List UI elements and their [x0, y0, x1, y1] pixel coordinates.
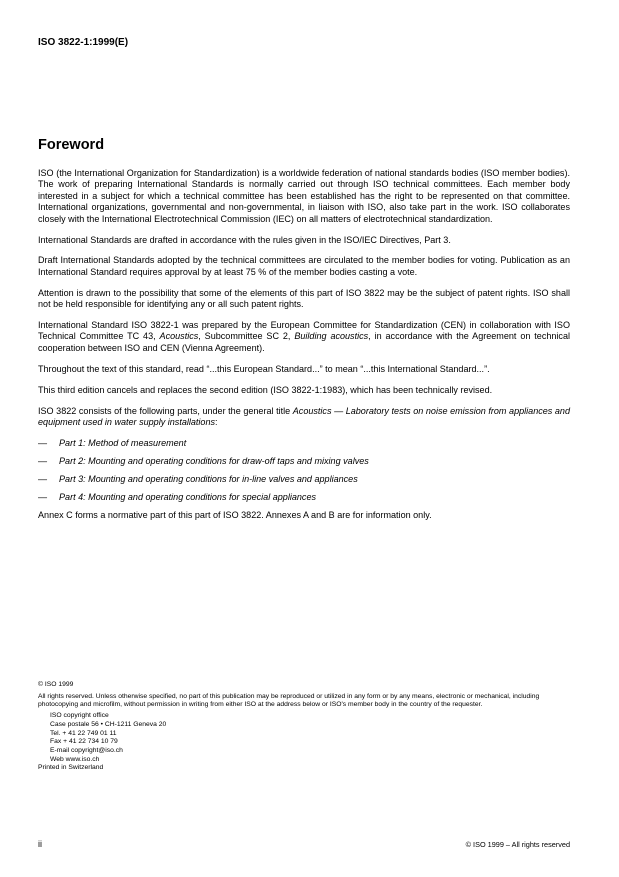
list-item	[38, 438, 570, 449]
italic-text: Acoustics	[159, 331, 199, 342]
paragraph-prepared-by	[38, 320, 570, 354]
text: ISO 3822 consists of the following parts, under the general title	[38, 405, 293, 416]
postal-address: Case postale 56 • CH-1211 Geneva 20	[50, 720, 167, 728]
dash-bullet: —	[38, 437, 48, 448]
paragraph-annexes: Annex C forms a normative part of this part of ISO 3822. Annexes A and B are for information only.	[38, 509, 432, 520]
list-item-text: Part 1: Method of measurement	[59, 437, 187, 448]
italic-text: Building acoustics	[294, 331, 369, 342]
list-item-text: Part 4: Mounting and operating conditions for special appliances	[59, 491, 316, 502]
list-item	[38, 456, 570, 467]
copyright-block	[38, 681, 570, 773]
telephone: Tel. + 41 22 749 01 11	[50, 729, 117, 737]
list-item	[38, 474, 570, 485]
foreword-body	[38, 168, 570, 531]
paragraph-patent: Attention is drawn to the possibility that some of the elements of this part of ISO 3822 may be the subject of patent rights. ISO shall not be held responsible for identifying any or all such patent rights.	[38, 287, 570, 310]
footer-copyright: © ISO 1999 – All rights reserved	[465, 840, 570, 849]
fax: Fax + 41 22 734 10 79	[50, 738, 118, 746]
document-id: ISO 3822-1:1999(E)	[38, 37, 129, 48]
page-number: ii	[38, 839, 42, 849]
paragraph-reading-note: Throughout the text of this standard, read “...this European Standard...” to mean “...this International Standard...”.	[38, 363, 490, 374]
text: , in accordance with the Agreement on technical cooperation between ISO and CEN (Vienna Agreement).	[38, 331, 570, 353]
dash-bullet: —	[38, 455, 48, 466]
paragraph-parts-intro	[38, 406, 570, 429]
page-title: Foreword	[38, 137, 105, 153]
paragraph-directives: International Standards are drafted in accordance with the rules given in the ISO/IEC Directives, Part 3.	[38, 234, 451, 245]
text: International Standard ISO 3822-1 was prepared by the European Committee for Standardization (CEN) in collaboration with ISO Technical Committee TC 43,	[38, 320, 570, 342]
website: Web www.iso.ch	[50, 755, 100, 763]
email: E-mail copyright@iso.ch	[50, 746, 123, 754]
parts-list	[38, 438, 570, 503]
printed-in: Printed in Switzerland	[38, 764, 104, 772]
list-item	[38, 492, 570, 503]
list-item-text: Part 2: Mounting and operating conditions for draw-off taps and mixing valves	[59, 455, 369, 466]
italic-text: Acoustics — Laboratory tests on noise emission from appliances and equipment used in water supply installations	[38, 405, 570, 427]
copyright-symbol-line: © ISO 1999	[38, 681, 74, 688]
paragraph-voting: Draft International Standards adopted by the technical committees are circulated to the member bodies for voting. Publication as an International Standard requires approval by at least 75 % of the member bodies casting a vote.	[38, 255, 570, 277]
office-name: ISO copyright office	[50, 712, 109, 720]
paragraph-iso-intro: ISO (the International Organization for Standardization) is a worldwide federation of national standards bodies (ISO member bodies). The work of preparing International Standards is normally carried out through ISO technical committees. Each member body interested in a subject for which a technical committee has been established has the right to be represented on that committee. International organizations, governmental and non-governmental, in liaison with ISO, also take part in the work. ISO collaborates closely with the International Electrotechnical Commission (IEC) on all matters of electrotechnical standardization.	[38, 168, 570, 224]
paragraph-edition: This third edition cancels and replaces the second edition (ISO 3822-1:1983), which has been technically revised.	[38, 384, 493, 395]
copyright-office-address	[50, 712, 570, 764]
list-item-text: Part 3: Mounting and operating conditions for in-line valves and appliances	[59, 473, 358, 484]
dash-bullet: —	[38, 473, 48, 484]
text: :	[215, 417, 218, 427]
text: , Subcommittee SC 2,	[198, 331, 295, 342]
copyright-notice: All rights reserved. Unless otherwise specified, no part of this publication may be reproduced or utilized in any form or by any means, electronic or mechanical, including photocopying and microfilm, without permission in writing from either ISO at the address below or ISO's member body in the country of the requester.	[38, 692, 540, 709]
dash-bullet: —	[38, 491, 48, 502]
